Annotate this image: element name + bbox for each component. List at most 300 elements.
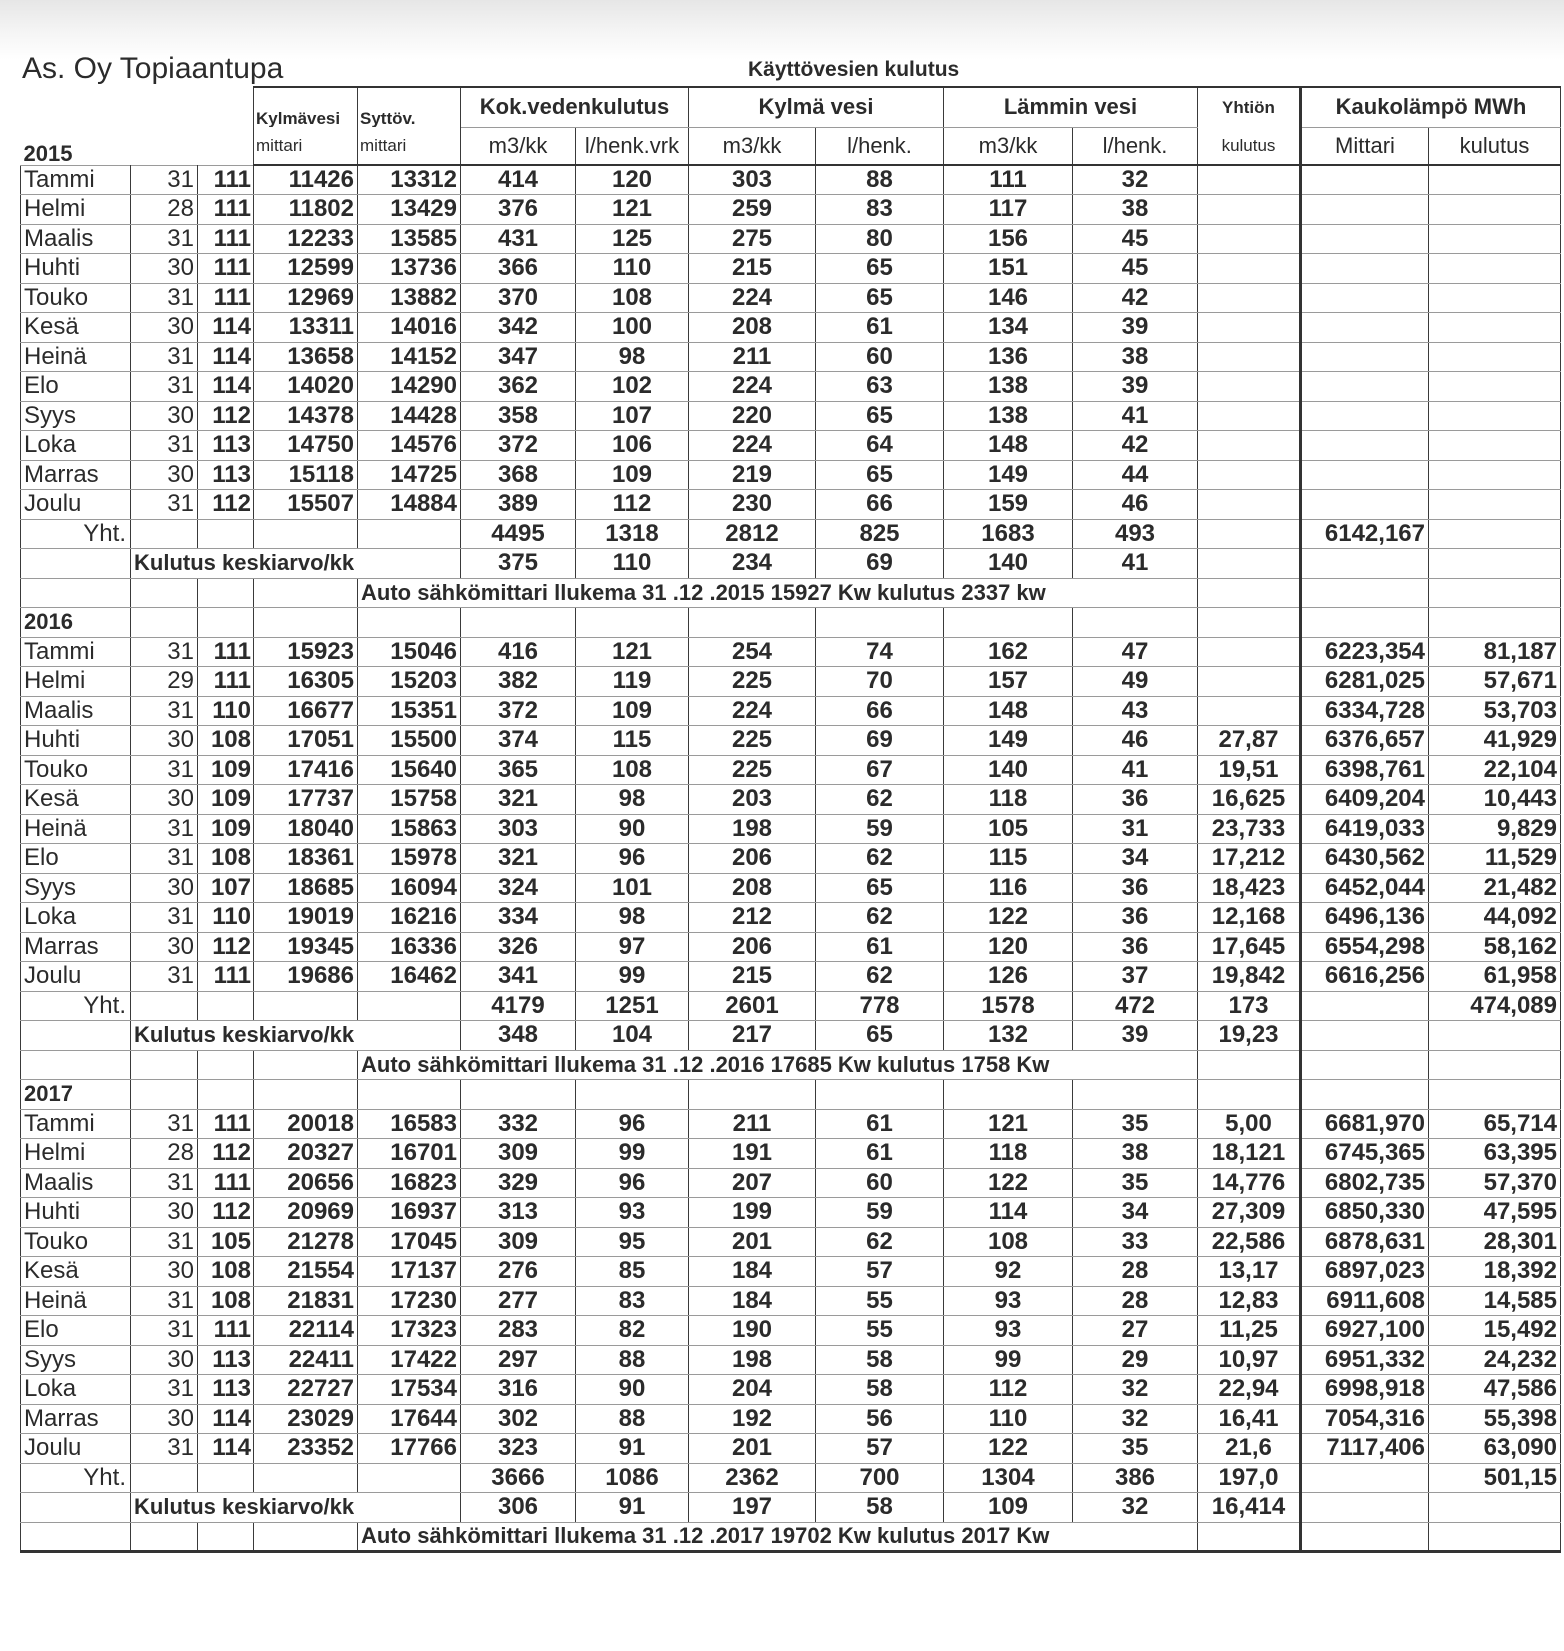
days-cell: 30 [131, 1345, 198, 1375]
persons-cell: 113 [198, 1345, 254, 1375]
month-row [21, 1434, 1561, 1464]
month-name: Loka [21, 1375, 131, 1405]
empty-cell [198, 1080, 254, 1110]
yhtion-kulutus-cell: 23,733 [1198, 814, 1301, 844]
kaukolampo-kulutus-cell [1429, 195, 1561, 225]
total-kaukolampo-kulutus-cell: 501,15 [1429, 1463, 1561, 1493]
header-syttov-mittari-sub: mittari [358, 127, 461, 165]
lammin-l-cell: 37 [1073, 962, 1198, 992]
syttov-mittari-cell: 14428 [358, 401, 461, 431]
kok-l-cell: 90 [576, 1375, 689, 1405]
total-kylma-l-cell: 778 [816, 991, 944, 1021]
kaukolampo-mittari-cell: 6223,354 [1301, 637, 1429, 667]
empty-cell [689, 608, 816, 638]
kaukolampo-mittari-cell: 6951,332 [1301, 1345, 1429, 1375]
yhtion-kulutus-cell [1198, 313, 1301, 343]
kylma-m3-cell: 204 [689, 1375, 816, 1405]
empty-cell [1198, 1522, 1301, 1552]
kylma-l-cell: 66 [816, 490, 944, 520]
empty-cell [1429, 549, 1561, 579]
month-row [21, 1198, 1561, 1228]
kaukolampo-kulutus-cell: 63,395 [1429, 1139, 1561, 1169]
kaukolampo-kulutus-cell: 47,595 [1429, 1198, 1561, 1228]
empty-cell [358, 1463, 461, 1493]
month-name: Helmi [21, 1139, 131, 1169]
lammin-l-cell: 29 [1073, 1345, 1198, 1375]
lammin-m3-cell: 146 [944, 283, 1073, 313]
empty-cell [1429, 608, 1561, 638]
lammin-l-cell: 27 [1073, 1316, 1198, 1346]
kaukolampo-kulutus-cell: 47,586 [1429, 1375, 1561, 1405]
kaukolampo-kulutus-cell: 53,703 [1429, 696, 1561, 726]
header-lammin-l: l/henk. [1073, 127, 1198, 165]
average-kylma-m3-cell: 234 [689, 549, 816, 579]
kylma-l-cell: 83 [816, 195, 944, 225]
average-kylma-l-cell: 58 [816, 1493, 944, 1523]
kaukolampo-kulutus-cell [1429, 283, 1561, 313]
kylma-m3-cell: 207 [689, 1168, 816, 1198]
days-cell: 31 [131, 903, 198, 933]
lammin-l-cell: 43 [1073, 696, 1198, 726]
total-row [21, 519, 1561, 549]
month-name: Syys [21, 401, 131, 431]
kok-m3-cell: 347 [461, 342, 576, 372]
kok-l-cell: 93 [576, 1198, 689, 1228]
kok-m3-cell: 277 [461, 1286, 576, 1316]
kaukolampo-kulutus-cell [1429, 401, 1561, 431]
month-row [21, 313, 1561, 343]
kok-m3-cell: 342 [461, 313, 576, 343]
total-kylma-m3-cell: 2601 [689, 991, 816, 1021]
month-name: Heinä [21, 814, 131, 844]
month-row [21, 254, 1561, 284]
water-consumption-table [20, 86, 1561, 1553]
lammin-m3-cell: 120 [944, 932, 1073, 962]
lammin-m3-cell: 156 [944, 224, 1073, 254]
month-name: Syys [21, 873, 131, 903]
persons-cell: 108 [198, 1257, 254, 1287]
empty-cell [21, 1050, 131, 1080]
auto-meter-note: Auto sähkömittari llukema 31 .12 .2017 19702 Kw kulutus 2017 Kw [358, 1522, 1198, 1552]
kaukolampo-mittari-cell: 6927,100 [1301, 1316, 1429, 1346]
kylmavesi-mittari-cell: 23352 [254, 1434, 358, 1464]
total-label: Yht. [21, 1463, 131, 1493]
average-yhtion-kulutus-cell: 16,414 [1198, 1493, 1301, 1523]
kaukolampo-mittari-cell: 6281,025 [1301, 667, 1429, 697]
total-label: Yht. [21, 991, 131, 1021]
lammin-m3-cell: 111 [944, 165, 1073, 195]
days-cell: 31 [131, 1375, 198, 1405]
month-name: Loka [21, 431, 131, 461]
lammin-m3-cell: 93 [944, 1286, 1073, 1316]
total-lammin-m3-cell: 1578 [944, 991, 1073, 1021]
lammin-l-cell: 38 [1073, 1139, 1198, 1169]
auto-meter-row [21, 578, 1561, 608]
month-row [21, 755, 1561, 785]
kok-m3-cell: 297 [461, 1345, 576, 1375]
header-lammin-m3: m3/kk [944, 127, 1073, 165]
month-name: Helmi [21, 195, 131, 225]
month-row [21, 372, 1561, 402]
month-row [21, 637, 1561, 667]
total-kok-m3-cell: 3666 [461, 1463, 576, 1493]
kylmavesi-mittari-cell: 18361 [254, 844, 358, 874]
lammin-m3-cell: 149 [944, 726, 1073, 756]
yhtion-kulutus-cell [1198, 401, 1301, 431]
kylma-m3-cell: 303 [689, 165, 816, 195]
empty-cell [198, 519, 254, 549]
total-yhtion-kulutus-cell: 173 [1198, 991, 1301, 1021]
kylma-m3-cell: 201 [689, 1227, 816, 1257]
kok-l-cell: 82 [576, 1316, 689, 1346]
kaukolampo-mittari-cell: 6419,033 [1301, 814, 1429, 844]
month-row [21, 460, 1561, 490]
month-row [21, 903, 1561, 933]
average-label: Kulutus keskiarvo/kk [131, 1021, 461, 1051]
kok-l-cell: 115 [576, 726, 689, 756]
lammin-l-cell: 36 [1073, 932, 1198, 962]
kaukolampo-mittari-cell: 6554,298 [1301, 932, 1429, 962]
kylma-l-cell: 69 [816, 726, 944, 756]
empty-cell [198, 608, 254, 638]
days-cell: 30 [131, 254, 198, 284]
empty-cell [254, 1080, 358, 1110]
days-cell: 29 [131, 667, 198, 697]
lammin-l-cell: 36 [1073, 873, 1198, 903]
empty-cell [254, 608, 358, 638]
empty-cell [1429, 1050, 1561, 1080]
syttov-mittari-cell: 17323 [358, 1316, 461, 1346]
kylma-l-cell: 65 [816, 873, 944, 903]
month-name: Syys [21, 1345, 131, 1375]
yhtion-kulutus-cell [1198, 637, 1301, 667]
kylma-l-cell: 61 [816, 313, 944, 343]
kok-m3-cell: 321 [461, 844, 576, 874]
empty-cell [1429, 1021, 1561, 1051]
kaukolampo-kulutus-cell: 21,482 [1429, 873, 1561, 903]
days-cell: 30 [131, 313, 198, 343]
lammin-l-cell: 32 [1073, 1375, 1198, 1405]
kylmavesi-mittari-cell: 19345 [254, 932, 358, 962]
kaukolampo-mittari-cell: 6398,761 [1301, 755, 1429, 785]
yhtion-kulutus-cell: 5,00 [1198, 1109, 1301, 1139]
persons-cell: 109 [198, 814, 254, 844]
month-name: Maalis [21, 696, 131, 726]
kylma-m3-cell: 184 [689, 1257, 816, 1287]
lammin-l-cell: 44 [1073, 460, 1198, 490]
persons-cell: 111 [198, 195, 254, 225]
lammin-m3-cell: 118 [944, 785, 1073, 815]
month-row [21, 224, 1561, 254]
empty-cell [198, 1463, 254, 1493]
kylmavesi-mittari-cell: 23029 [254, 1404, 358, 1434]
kylmavesi-mittari-cell: 12599 [254, 254, 358, 284]
persons-cell: 114 [198, 342, 254, 372]
yhtion-kulutus-cell [1198, 283, 1301, 313]
days-cell: 30 [131, 785, 198, 815]
lammin-m3-cell: 110 [944, 1404, 1073, 1434]
kok-l-cell: 102 [576, 372, 689, 402]
syttov-mittari-cell: 14725 [358, 460, 461, 490]
kylma-l-cell: 88 [816, 165, 944, 195]
month-name: Tammi [21, 1109, 131, 1139]
syttov-mittari-cell: 16336 [358, 932, 461, 962]
kylma-m3-cell: 254 [689, 637, 816, 667]
persons-cell: 108 [198, 1286, 254, 1316]
kaukolampo-kulutus-cell: 63,090 [1429, 1434, 1561, 1464]
month-name: Elo [21, 1316, 131, 1346]
kok-m3-cell: 358 [461, 401, 576, 431]
syttov-mittari-cell: 16216 [358, 903, 461, 933]
days-cell: 31 [131, 342, 198, 372]
kylma-m3-cell: 275 [689, 224, 816, 254]
yhtion-kulutus-cell: 21,6 [1198, 1434, 1301, 1464]
empty-cell [1198, 578, 1301, 608]
days-cell: 30 [131, 401, 198, 431]
empty-cell [198, 991, 254, 1021]
empty-cell [131, 1050, 198, 1080]
lammin-l-cell: 46 [1073, 490, 1198, 520]
kok-m3-cell: 370 [461, 283, 576, 313]
kaukolampo-kulutus-cell [1429, 254, 1561, 284]
syttov-mittari-cell: 14576 [358, 431, 461, 461]
days-cell: 30 [131, 460, 198, 490]
yhtion-kulutus-cell: 14,776 [1198, 1168, 1301, 1198]
kaukolampo-mittari-cell: 6998,918 [1301, 1375, 1429, 1405]
kok-m3-cell: 324 [461, 873, 576, 903]
lammin-m3-cell: 93 [944, 1316, 1073, 1346]
yhtion-kulutus-cell: 10,97 [1198, 1345, 1301, 1375]
kaukolampo-kulutus-cell: 18,392 [1429, 1257, 1561, 1287]
total-label: Yht. [21, 519, 131, 549]
kylmavesi-mittari-cell: 20969 [254, 1198, 358, 1228]
empty-cell [1301, 1021, 1429, 1051]
kaukolampo-kulutus-cell: 24,232 [1429, 1345, 1561, 1375]
header-kok-m3: m3/kk [461, 127, 576, 165]
days-cell: 31 [131, 814, 198, 844]
empty-cell [254, 1050, 358, 1080]
average-kok-m3-cell: 375 [461, 549, 576, 579]
kylma-l-cell: 62 [816, 1227, 944, 1257]
kaukolampo-kulutus-cell [1429, 490, 1561, 520]
lammin-l-cell: 42 [1073, 283, 1198, 313]
auto-meter-row [21, 1522, 1561, 1552]
total-kok-l-cell: 1251 [576, 991, 689, 1021]
persons-cell: 111 [198, 283, 254, 313]
empty-cell [1198, 1080, 1301, 1110]
yhtion-kulutus-cell: 18,423 [1198, 873, 1301, 903]
year-label: 2017 [21, 1080, 131, 1110]
kylma-l-cell: 55 [816, 1316, 944, 1346]
kylma-m3-cell: 225 [689, 667, 816, 697]
kylma-l-cell: 65 [816, 401, 944, 431]
kaukolampo-mittari-cell [1301, 372, 1429, 402]
lammin-l-cell: 45 [1073, 224, 1198, 254]
lammin-m3-cell: 157 [944, 667, 1073, 697]
lammin-m3-cell: 148 [944, 696, 1073, 726]
days-cell: 31 [131, 696, 198, 726]
yhtion-kulutus-cell: 18,121 [1198, 1139, 1301, 1169]
yhtion-kulutus-cell: 17,212 [1198, 844, 1301, 874]
kylma-l-cell: 58 [816, 1375, 944, 1405]
kylma-l-cell: 70 [816, 667, 944, 697]
empty-cell [461, 608, 576, 638]
header-kok-l: l/henk.vrk [576, 127, 689, 165]
kok-m3-cell: 414 [461, 165, 576, 195]
kylma-m3-cell: 198 [689, 814, 816, 844]
lammin-l-cell: 34 [1073, 844, 1198, 874]
kylmavesi-mittari-cell: 12233 [254, 224, 358, 254]
lammin-m3-cell: 114 [944, 1198, 1073, 1228]
syttov-mittari-cell: 16823 [358, 1168, 461, 1198]
auto-meter-note: Auto sähkömittari llukema 31 .12 .2015 15927 Kw kulutus 2337 kw [358, 578, 1198, 608]
month-row [21, 401, 1561, 431]
month-name: Huhti [21, 254, 131, 284]
lammin-l-cell: 33 [1073, 1227, 1198, 1257]
kok-m3-cell: 362 [461, 372, 576, 402]
kaukolampo-mittari-cell: 6496,136 [1301, 903, 1429, 933]
persons-cell: 114 [198, 1404, 254, 1434]
empty-cell [1198, 608, 1301, 638]
kaukolampo-mittari-cell: 7117,406 [1301, 1434, 1429, 1464]
yhtion-kulutus-cell: 12,83 [1198, 1286, 1301, 1316]
days-cell: 31 [131, 224, 198, 254]
kok-l-cell: 88 [576, 1404, 689, 1434]
empty-cell [358, 608, 461, 638]
syttov-mittari-cell: 17045 [358, 1227, 461, 1257]
kok-m3-cell: 309 [461, 1139, 576, 1169]
empty-cell [576, 1080, 689, 1110]
lammin-m3-cell: 159 [944, 490, 1073, 520]
kylma-l-cell: 61 [816, 1109, 944, 1139]
syttov-mittari-cell: 16583 [358, 1109, 461, 1139]
total-kaukolampo-mittari-cell [1301, 1463, 1429, 1493]
average-lammin-l-cell: 39 [1073, 1021, 1198, 1051]
kok-l-cell: 119 [576, 667, 689, 697]
kylma-l-cell: 57 [816, 1434, 944, 1464]
kaukolampo-mittari-cell: 6616,256 [1301, 962, 1429, 992]
month-name: Kesä [21, 785, 131, 815]
persons-cell: 107 [198, 873, 254, 903]
kaukolampo-mittari-cell: 6452,044 [1301, 873, 1429, 903]
average-row [21, 1493, 1561, 1523]
kok-l-cell: 97 [576, 932, 689, 962]
kaukolampo-kulutus-cell [1429, 224, 1561, 254]
empty-cell [21, 1021, 131, 1051]
kok-l-cell: 95 [576, 1227, 689, 1257]
days-cell: 30 [131, 873, 198, 903]
lammin-m3-cell: 138 [944, 372, 1073, 402]
lammin-l-cell: 35 [1073, 1168, 1198, 1198]
kaukolampo-kulutus-cell: 57,671 [1429, 667, 1561, 697]
kylma-m3-cell: 206 [689, 844, 816, 874]
kok-m3-cell: 313 [461, 1198, 576, 1228]
syttov-mittari-cell: 16937 [358, 1198, 461, 1228]
empty-cell [1429, 578, 1561, 608]
total-kaukolampo-kulutus-cell [1429, 519, 1561, 549]
kaukolampo-kulutus-cell [1429, 342, 1561, 372]
kok-l-cell: 101 [576, 873, 689, 903]
kylma-l-cell: 63 [816, 372, 944, 402]
empty-cell [358, 991, 461, 1021]
kylmavesi-mittari-cell: 13311 [254, 313, 358, 343]
average-label: Kulutus keskiarvo/kk [131, 1493, 461, 1523]
average-lammin-l-cell: 32 [1073, 1493, 1198, 1523]
kylmavesi-mittari-cell: 18685 [254, 873, 358, 903]
persons-cell: 113 [198, 431, 254, 461]
header-yhtion: Yhtiön [1198, 87, 1301, 127]
kylma-m3-cell: 208 [689, 873, 816, 903]
kylma-l-cell: 65 [816, 460, 944, 490]
month-name: Marras [21, 1404, 131, 1434]
empty-cell [21, 1493, 131, 1523]
persons-cell: 110 [198, 903, 254, 933]
header-row-2 [21, 127, 1561, 165]
kaukolampo-kulutus-cell: 61,958 [1429, 962, 1561, 992]
month-name: Tammi [21, 637, 131, 667]
lammin-l-cell: 31 [1073, 814, 1198, 844]
empty-cell [1301, 1522, 1429, 1552]
days-cell: 31 [131, 1316, 198, 1346]
syttov-mittari-cell: 13736 [358, 254, 461, 284]
days-cell: 31 [131, 962, 198, 992]
persons-cell: 111 [198, 224, 254, 254]
syttov-mittari-cell: 15978 [358, 844, 461, 874]
kaukolampo-mittari-cell [1301, 195, 1429, 225]
month-row [21, 431, 1561, 461]
header-kylma-vesi: Kylmä vesi [689, 87, 944, 127]
persons-cell: 111 [198, 1316, 254, 1346]
kaukolampo-kulutus-cell: 44,092 [1429, 903, 1561, 933]
kaukolampo-kulutus-cell: 28,301 [1429, 1227, 1561, 1257]
persons-cell: 113 [198, 460, 254, 490]
kylmavesi-mittari-cell: 19686 [254, 962, 358, 992]
days-cell: 31 [131, 1434, 198, 1464]
kylmavesi-mittari-cell: 14750 [254, 431, 358, 461]
kylmavesi-mittari-cell: 20327 [254, 1139, 358, 1169]
lammin-l-cell: 35 [1073, 1109, 1198, 1139]
month-row [21, 1168, 1561, 1198]
header-kylma-l: l/henk. [816, 127, 944, 165]
lammin-m3-cell: 126 [944, 962, 1073, 992]
days-cell: 31 [131, 755, 198, 785]
kylmavesi-mittari-cell: 20656 [254, 1168, 358, 1198]
days-cell: 31 [131, 431, 198, 461]
kylmavesi-mittari-cell: 19019 [254, 903, 358, 933]
month-row [21, 1227, 1561, 1257]
lammin-m3-cell: 162 [944, 637, 1073, 667]
month-row [21, 1375, 1561, 1405]
kylma-l-cell: 67 [816, 755, 944, 785]
total-lammin-m3-cell: 1683 [944, 519, 1073, 549]
header-kauko-mittari: Mittari [1301, 127, 1429, 165]
month-row [21, 696, 1561, 726]
days-cell: 31 [131, 165, 198, 195]
month-name: Elo [21, 372, 131, 402]
lammin-l-cell: 41 [1073, 401, 1198, 431]
average-lammin-m3-cell: 132 [944, 1021, 1073, 1051]
syttov-mittari-cell: 14016 [358, 313, 461, 343]
kok-m3-cell: 368 [461, 460, 576, 490]
kok-m3-cell: 332 [461, 1109, 576, 1139]
average-lammin-l-cell: 41 [1073, 549, 1198, 579]
empty-cell [254, 1463, 358, 1493]
yhtion-kulutus-cell: 17,645 [1198, 932, 1301, 962]
kaukolampo-mittari-cell: 6897,023 [1301, 1257, 1429, 1287]
kylma-l-cell: 66 [816, 696, 944, 726]
kylmavesi-mittari-cell: 13658 [254, 342, 358, 372]
persons-cell: 112 [198, 1139, 254, 1169]
